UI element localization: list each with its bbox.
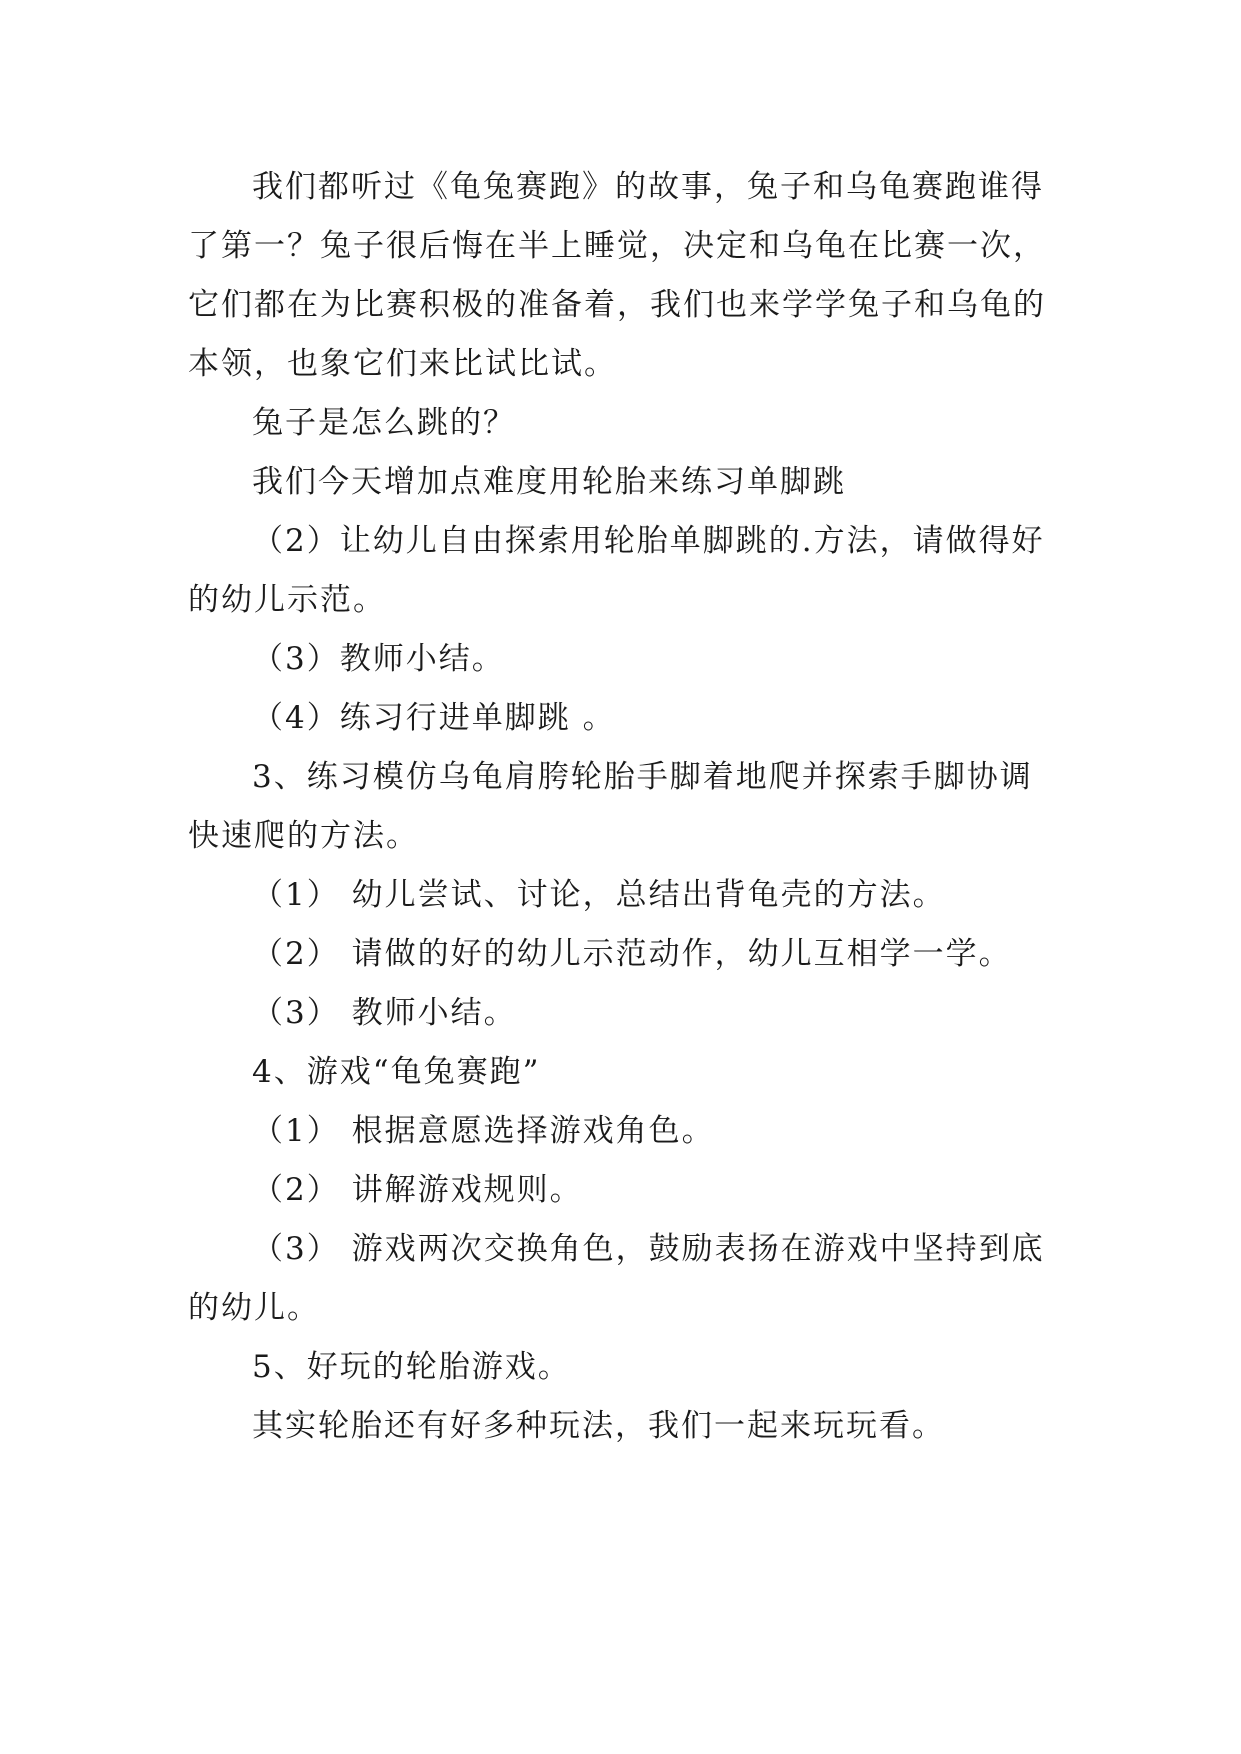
paragraph-closing: 其实轮胎还有好多种玩法，我们一起来玩玩看。 [252,1408,945,1444]
paragraph-section-3-item-1: （1） 幼儿尝试、讨论，总结出背龟壳的方法。 [252,877,946,913]
paragraph-rabbit-question: 兔子是怎么跳的？ [252,405,516,441]
paragraph-step-2-explore: （2）让幼儿自由探索用轮胎单脚跳的.方法，请做得好的幼儿示范。 [188,523,1045,618]
paragraph-section-3-item-3: （3） 教师小结。 [252,995,517,1031]
paragraph-section-4: 4、游戏“龟兔赛跑” [252,1054,541,1090]
paragraph-section-4-item-1: （1） 根据意愿选择游戏角色。 [252,1113,715,1149]
paragraph-section-3: 3、练习模仿乌龟肩胯轮胎手脚着地爬并探索手脚协调快速爬的方法。 [188,759,1033,854]
paragraph-step-3-summary: （3）教师小结。 [252,641,505,677]
paragraph-section-4-item-3: （3） 游戏两次交换角色，鼓励表扬在游戏中坚持到底的幼儿。 [188,1231,1045,1326]
paragraph-tire-practice: 我们今天增加点难度用轮胎来练习单脚跳 [252,464,846,500]
paragraph-section-4-item-2: （2） 讲解游戏规则。 [252,1172,583,1208]
document-body [188,158,1058,1456]
paragraph-section-5: 5、好玩的轮胎游戏。 [252,1349,571,1385]
paragraph-intro: 我们都听过《龟兔赛跑》的故事，兔子和乌龟赛跑谁得了第一？兔子很后悔在半上睡觉，决定和乌龟在比赛一次，它们都在为比赛积极的准备着，我们也来学学兔子和乌龟的本领，也象它们来比试比试。 [188,169,1046,382]
paragraph-section-3-item-2: （2） 请做的好的幼儿示范动作，幼儿互相学一学。 [252,936,1012,972]
paragraph-step-4-hop: （4）练习行进单脚跳 。 [252,700,616,736]
